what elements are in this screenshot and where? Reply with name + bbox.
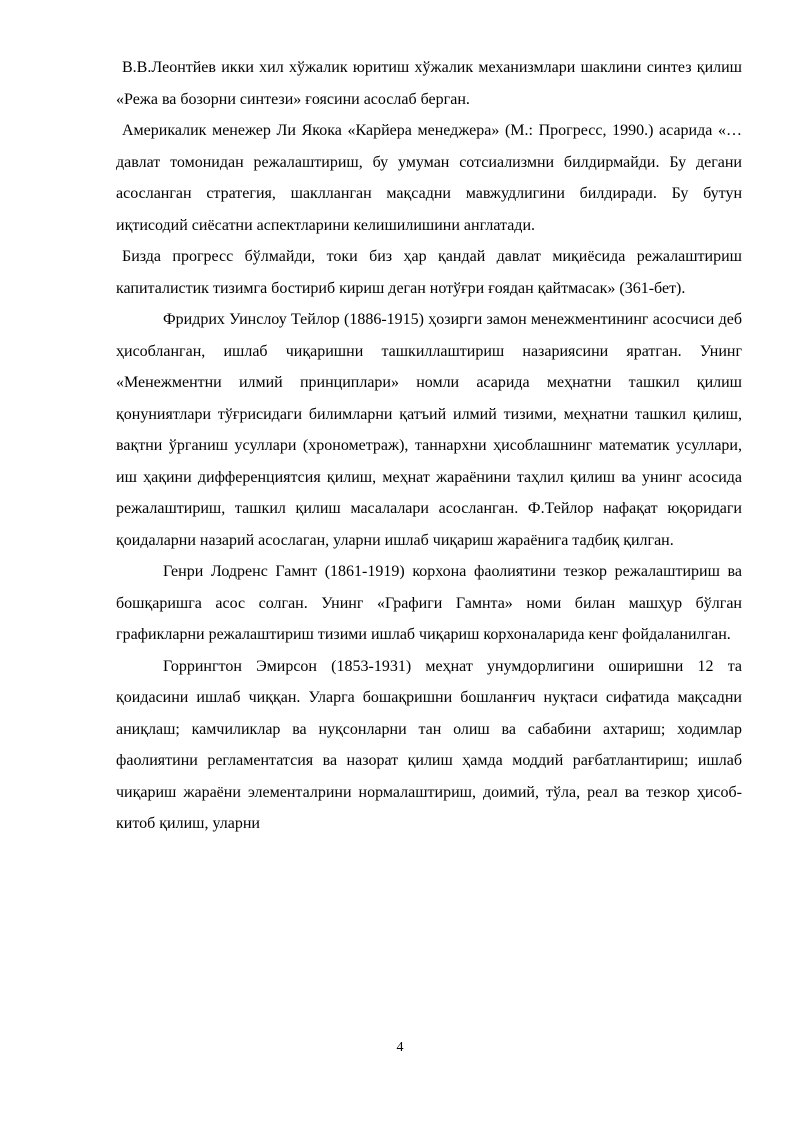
paragraph-leontiev: В.В.Леонтйев икки хил хўжалик юритиш хўжалик механизмлари шаклини синтез қилиш «Режа ва бозорни синтези» ғоясини асослаб берган. xyxy=(116,59,742,108)
paragraph-taylor: Фридрих Уинслоу Тейлор (1886-1915) ҳозирги замон менежментининг асосчиси деб ҳисобланган, ишлаб чиқаришни ташкиллаштириш назариясини яратган. Унинг «Менежментни илмий принциплари» номли асарида меҳнатни ташкил қилиш қонуниятлари тўғрисидаги билимларни қатъий илмий тизими, меҳнатни ташкил қилиш, вақтни ўрганиш усуллари (хронометраж), таннархни ҳисоблашнинг математик усуллари, иш ҳақини дифференциятсия қилиш, меҳнат жараёнини таҳлил қилиш ва унинг асосида режалаштириш, ташкил қилиш масалалари асосланган. Ф.Тейлор нафақат юқоридаги қоидаларни назарий асослаган, уларни ишлаб чиқариш жараёнига тадбиқ қилган. xyxy=(116,311,742,549)
page-number: 4 xyxy=(396,1040,404,1055)
paragraph-emerson: Горрингтон Эмирсон (1853-1931) меҳнат унумдорлигини оширишни 12 та қоидасини ишлаб чиққан. Уларга бошақришни бошланғич нуқтаси сифатида мақсадни аниқлаш; камчиликлар ва нуқсонларни тан олиш ва сабабини ахтариш; ходимлар фаолиятини регламентатсия ва назорат қилиш ҳамда моддий рағбатлантириш; ишлаб чиқариш жараёни элементалрини нормалаштириш, доимий, тўла, реал ва тезкор ҳисоб-китоб қилиш, уларни xyxy=(116,657,742,832)
paragraph-iacocca: Америкалик менежер Ли Якока «Карйера менеджера» (М.: Прогресс, 1990.) асарида «… давлат томонидан режалаштириш, бу умуман сотсиализмни билдирмайди. Бу дегани асосланган стратегия, шаклланган мақсадни мавжудлигини билдиради. Бу бутун иқтисодий сиёсатни аспектларини келишилишини англатади. xyxy=(116,122,742,234)
document-page xyxy=(116,52,742,840)
paragraph-gantt: Генри Лодренс Гамнт (1861-1919) корхона фаолиятини тезкор режалаштириш ва бошқаришга асос солган. Унинг «Графиги Гамнта» номи билан машҳур бўлган графикларни режалаштириш тизими ишлаб чиқариш корхоналарида кенг фойдаланилган. xyxy=(116,563,742,643)
paragraph-iacocca-quote-end: Бизда прогресс бўлмайди, токи биз ҳар қандай давлат миқиёсида режалаштириш капиталистик тизимга бостириб кириш деган нотўғри ғоядан қайтмасак» (361-бет). xyxy=(116,248,742,297)
